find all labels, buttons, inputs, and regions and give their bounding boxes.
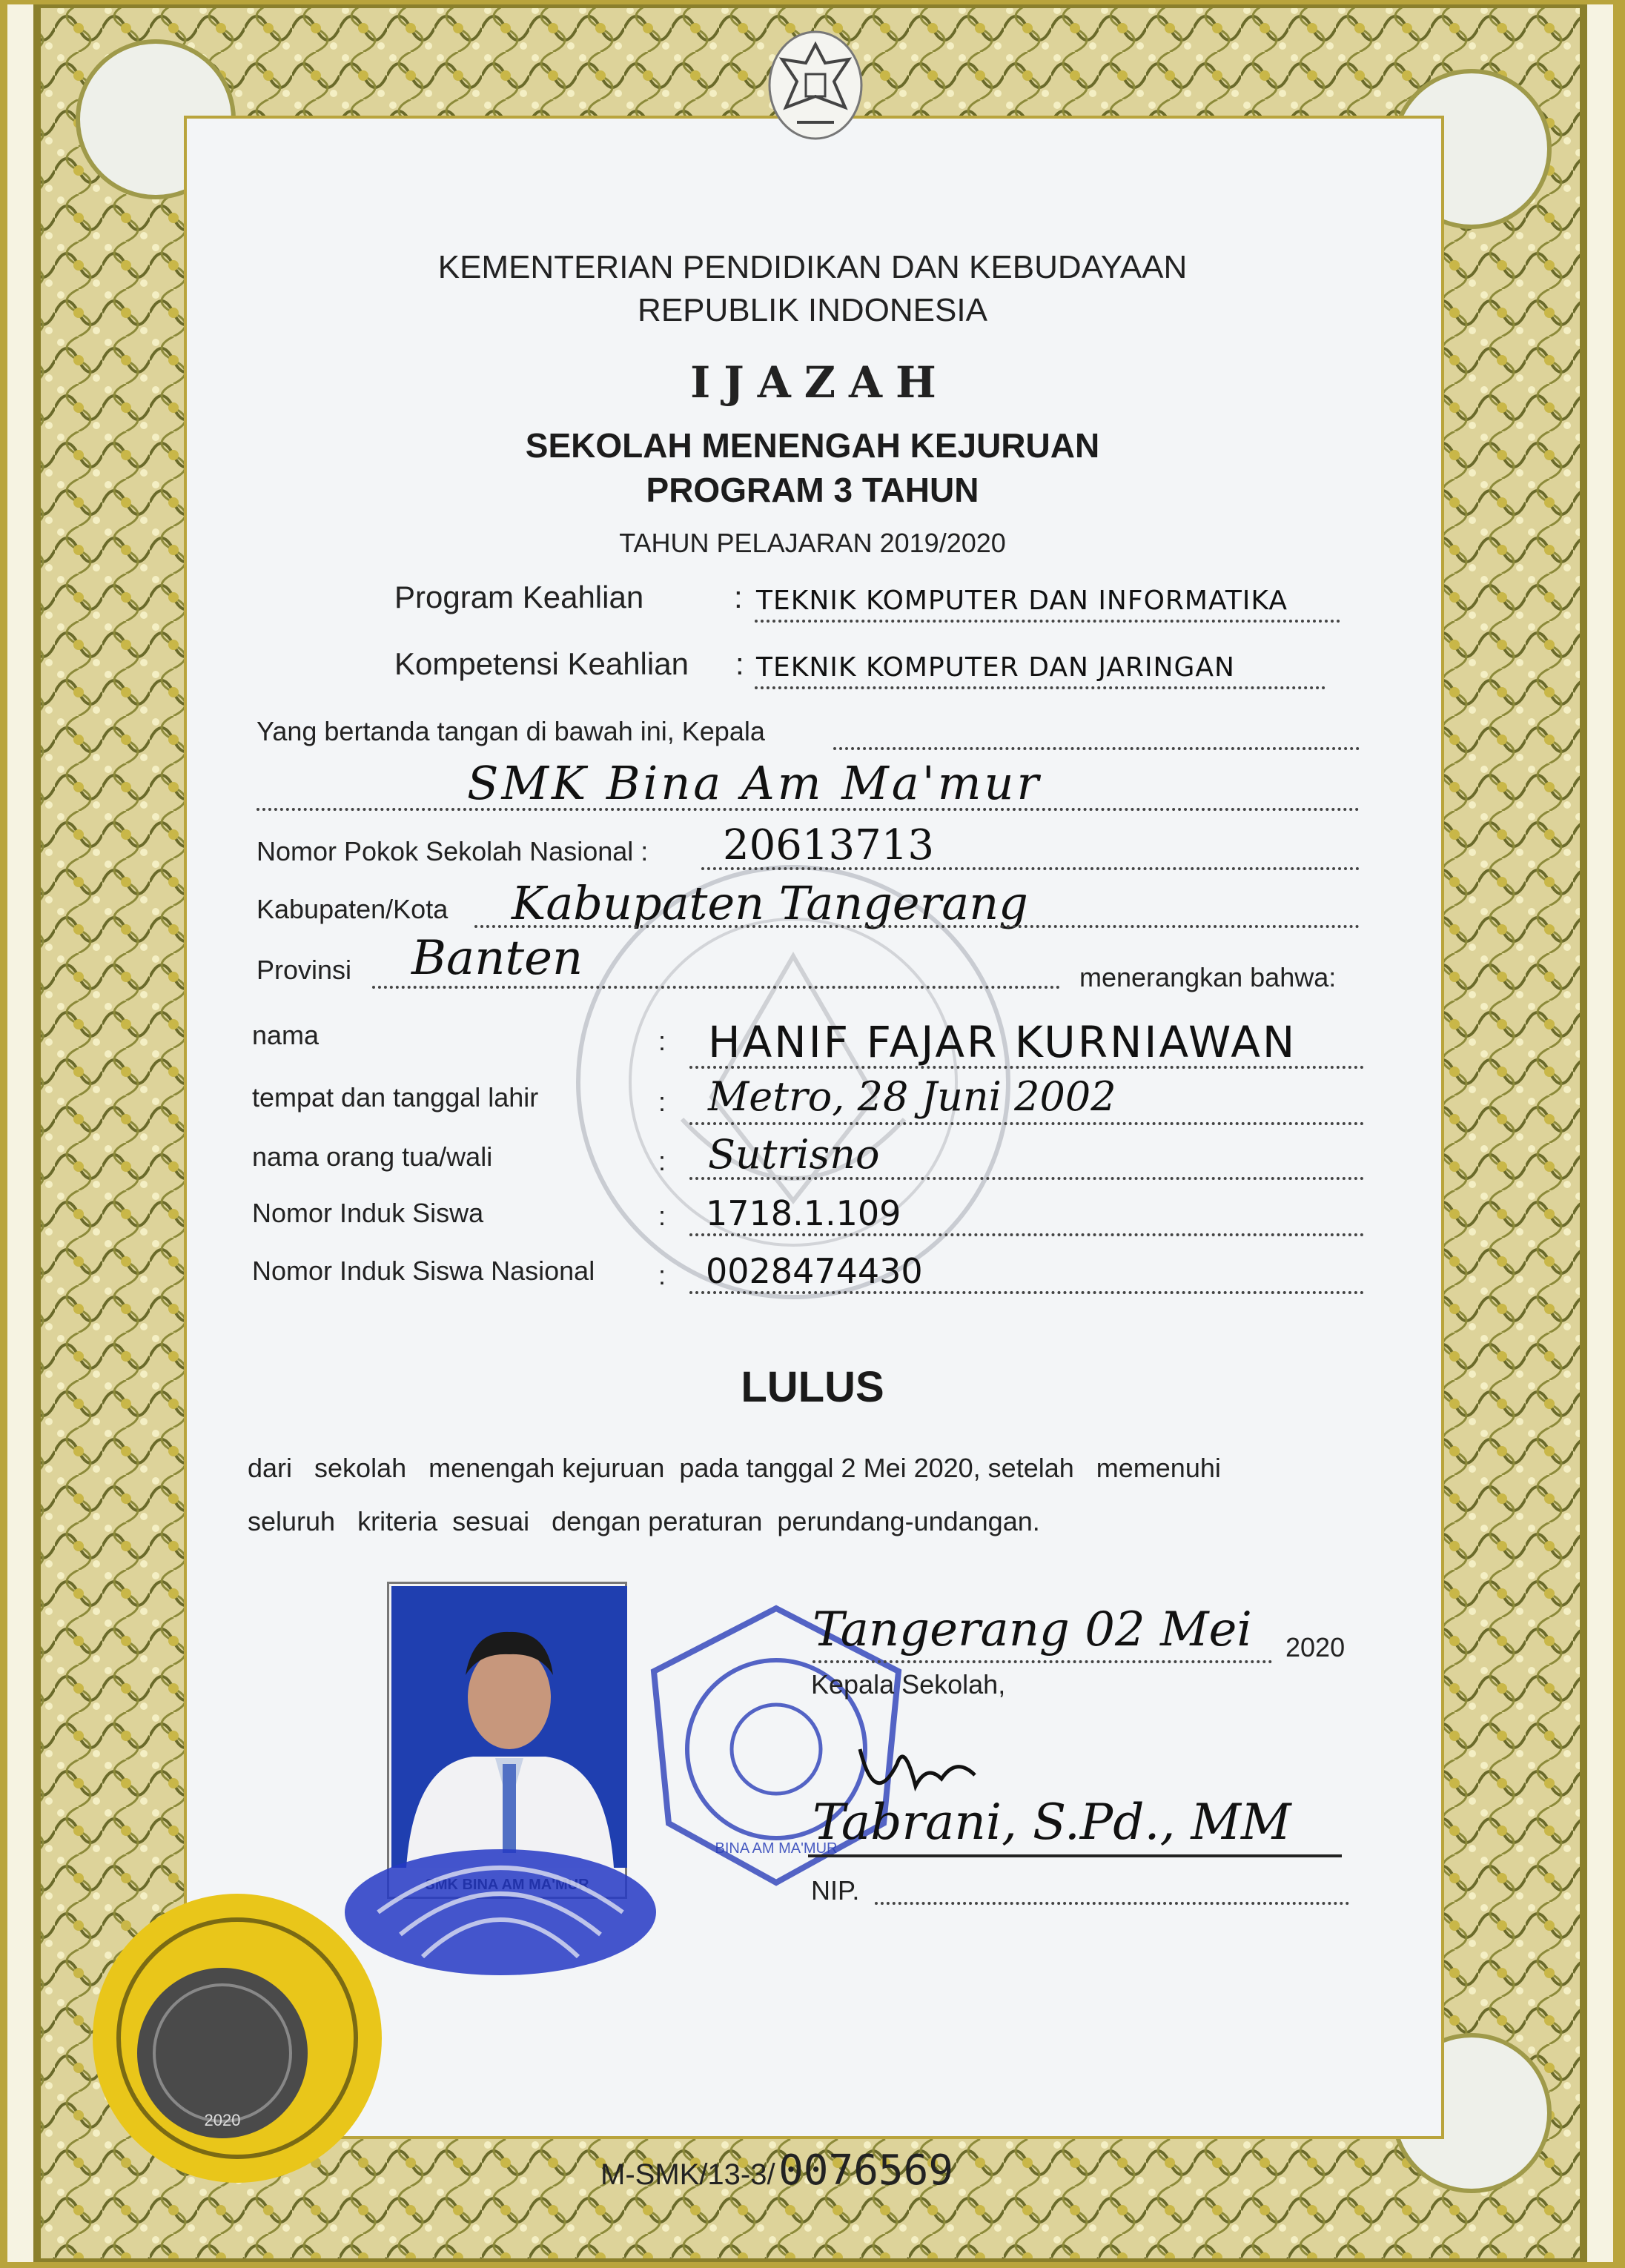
student-name-label: nama (252, 1020, 320, 1050)
nip-label: NIP. (811, 1875, 860, 1906)
province-value: Banten (411, 931, 583, 986)
program-duration-heading: PROGRAM 3 TAHUN (646, 471, 979, 509)
program-label: Program Keahlian (394, 580, 644, 614)
serial-number-value: 0076569 (778, 2146, 954, 2195)
nis-label: Nomor Induk Siswa (252, 1198, 484, 1228)
nisn-label: Nomor Induk Siswa Nasional (252, 1256, 595, 1286)
nip-dotted-line (875, 1902, 1349, 1905)
garuda-emblem-icon (767, 30, 864, 141)
signature-place-date: Tangerang 02 Mei (812, 1602, 1252, 1657)
ministry-heading: KEMENTERIAN PENDIDIKAN DAN KEBUDAYAAN (437, 249, 1188, 285)
parent-value: Sutrisno (708, 1131, 880, 1178)
parent-dotted-line (689, 1177, 1364, 1180)
ministry-seal (82, 1890, 393, 2186)
serial-number (600, 2146, 953, 2195)
school-type-heading: SEKOLAH MENENGAH KEJURUAN (525, 426, 1100, 465)
graduation-status: LULUS (741, 1363, 884, 1411)
nis-value: 1718.1.109 (706, 1193, 901, 1233)
seal-year: 2020 (204, 2111, 241, 2129)
competence-value: TEKNIK KOMPUTER DAN JARINGAN (756, 652, 1235, 683)
result-line-2: seluruh kriteria sesuai dengan peraturan perundang-undangan. (248, 1506, 1040, 1536)
program-colon: : (734, 580, 743, 614)
competence-label: Kompetensi Keahlian (394, 646, 689, 681)
certificate-title: IJAZAH (690, 357, 950, 408)
npsn-value: 20613713 (723, 821, 935, 869)
student-name-colon: : (658, 1026, 666, 1056)
nisn-colon: : (658, 1260, 666, 1290)
province-label: Provinsi (257, 955, 352, 985)
declares-text: menerangkan bahwa: (1079, 962, 1337, 992)
birth-value: Metro, 28 Juni 2002 (708, 1073, 1116, 1120)
signer-name: Tabrani, S.Pd., MM (812, 1794, 1291, 1851)
signer-underline (808, 1854, 1342, 1857)
student-name-dotted-line (689, 1066, 1364, 1069)
intro-dotted-line (833, 747, 1360, 750)
program-value: TEKNIK KOMPUTER DAN INFORMATIKA (756, 586, 1288, 616)
result-line-1: dari sekolah menengah kejuruan pada tanggal 2 Mei 2020, setelah memenuhi (248, 1453, 1221, 1483)
nisn-dotted-line (689, 1291, 1364, 1294)
nis-dotted-line (689, 1233, 1364, 1236)
nis-colon: : (658, 1201, 666, 1231)
birth-label: tempat dan tanggal lahir (252, 1082, 539, 1113)
parent-colon: : (658, 1146, 666, 1176)
student-name-value: HANIF FAJAR KURNIAWAN (708, 1017, 1297, 1067)
intro-text: Yang bertanda tangan di bawah ini, Kepala (257, 716, 765, 746)
npsn-dotted-line (701, 867, 1360, 870)
signature-role: Kepala Sekolah, (811, 1669, 1006, 1700)
regency-label: Kabupaten/Kota (257, 894, 449, 924)
competence-colon: : (735, 646, 744, 681)
nisn-value: 0028474430 (706, 1251, 923, 1291)
birth-dotted-line (689, 1122, 1364, 1125)
republic-heading: REPUBLIK INDONESIA (638, 292, 987, 328)
regency-dotted-line (474, 925, 1360, 928)
parent-label: nama orang tua/wali (252, 1141, 493, 1172)
competence-dotted-line (755, 686, 1326, 689)
birth-colon: : (658, 1087, 666, 1117)
place-date-dotted-line (812, 1660, 1272, 1663)
school-name-dotted-line (257, 808, 1360, 811)
serial-prefix: M-SMK/13-3/ (600, 2158, 775, 2191)
svg-text:BINA AM MA'MUR: BINA AM MA'MUR (715, 1840, 838, 1857)
academic-year: TAHUN PELAJARAN 2019/2020 (619, 528, 1006, 558)
signature-year: 2020 (1285, 1632, 1346, 1662)
regency-value: Kabupaten Tangerang (512, 876, 1028, 930)
student-photo (391, 1586, 627, 1868)
school-name: SMK Bina Am Ma'mur (467, 756, 1042, 810)
program-dotted-line (755, 620, 1340, 623)
npsn-label: Nomor Pokok Sekolah Nasional : (257, 836, 649, 866)
province-dotted-line (372, 986, 1060, 989)
